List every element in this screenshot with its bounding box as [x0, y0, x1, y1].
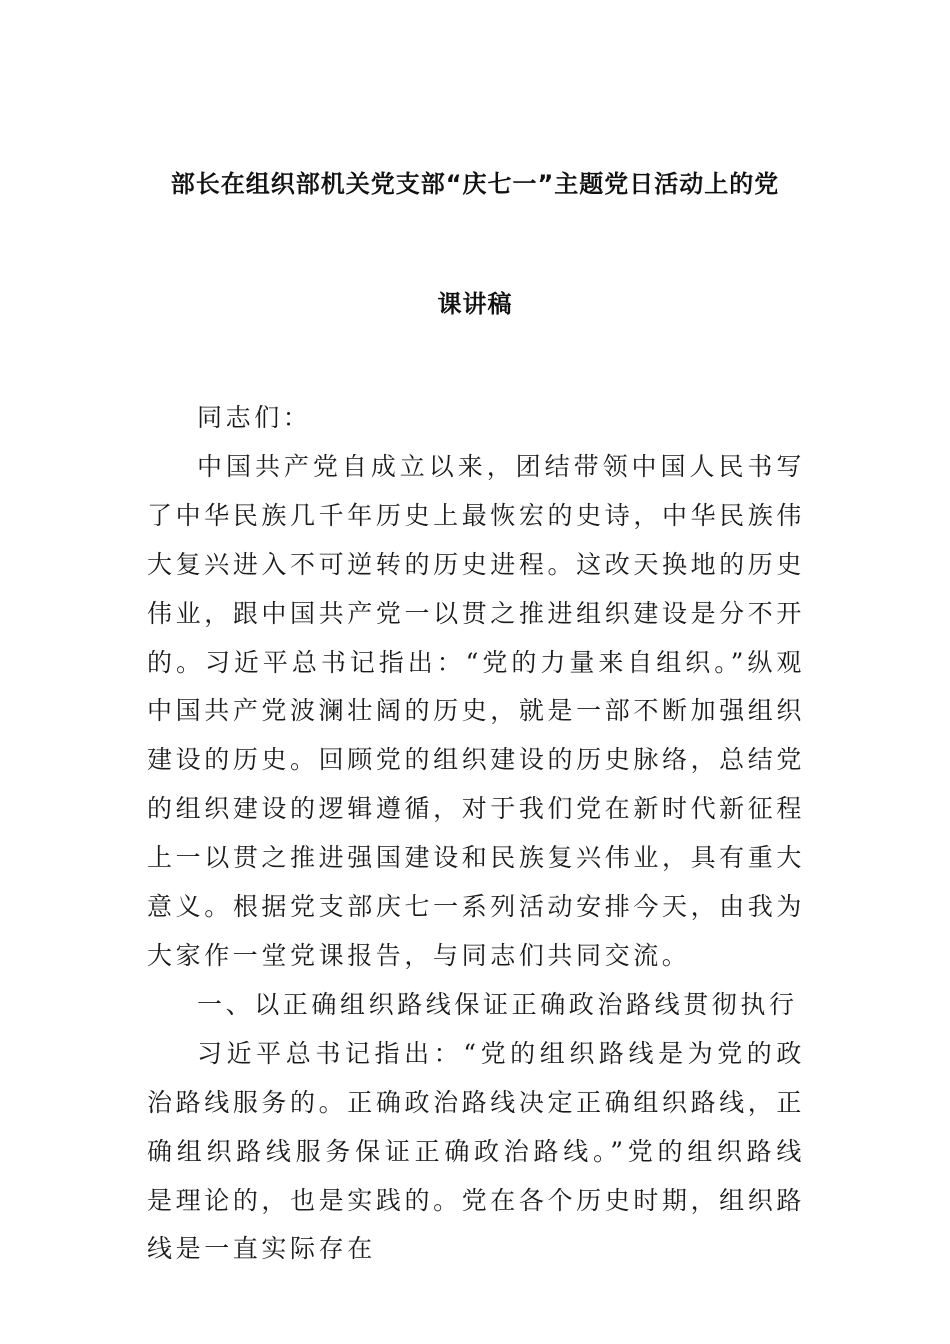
document-title-line-1: 部长在组织部机关党支部“庆七一”主题党日活动上的党: [170, 170, 780, 198]
document-title-line-2: 课讲稿: [437, 290, 513, 318]
salutation: 同志们：: [197, 403, 312, 432]
document-body: [147, 394, 805, 1274]
section-heading: 一、以正确组织路线保证正确政治路线贯彻执行: [197, 989, 798, 1019]
section-paragraph: 习近平总书记指出：“党的组织路线是为党的政治路线服务的。正确政治路线决定正确组织路线，正确组织路线服务保证正确政治路线。”党的组织路线是理论的，也是实践的。党在各个历史时期，组织路线是一直实际存在: [147, 1038, 805, 1264]
intro-paragraph: 中国共产党自成立以来，团结带领中国人民书写了中华民族几千年历史上最恢宏的史诗，中华民族伟大复兴进入不可逆转的历史进程。这改天换地的历史伟业，跟中国共产党一以贯之推进组织建设是分不开的。习近平总书记指出：“党的力量来自组织。”纵观中国共产党波澜壮阔的历史，就是一部不断加强组织建设的历史。回顾党的组织建设的历史脉络，总结党的组织建设的逻辑遵循，对于我们党在新时代新征程上一以贯之推进强国建设和民族复兴伟业，具有重大意义。根据党支部庆七一系列活动安排今天，由我为大家作一堂党课报告，与同志们共同交流。: [147, 451, 805, 970]
